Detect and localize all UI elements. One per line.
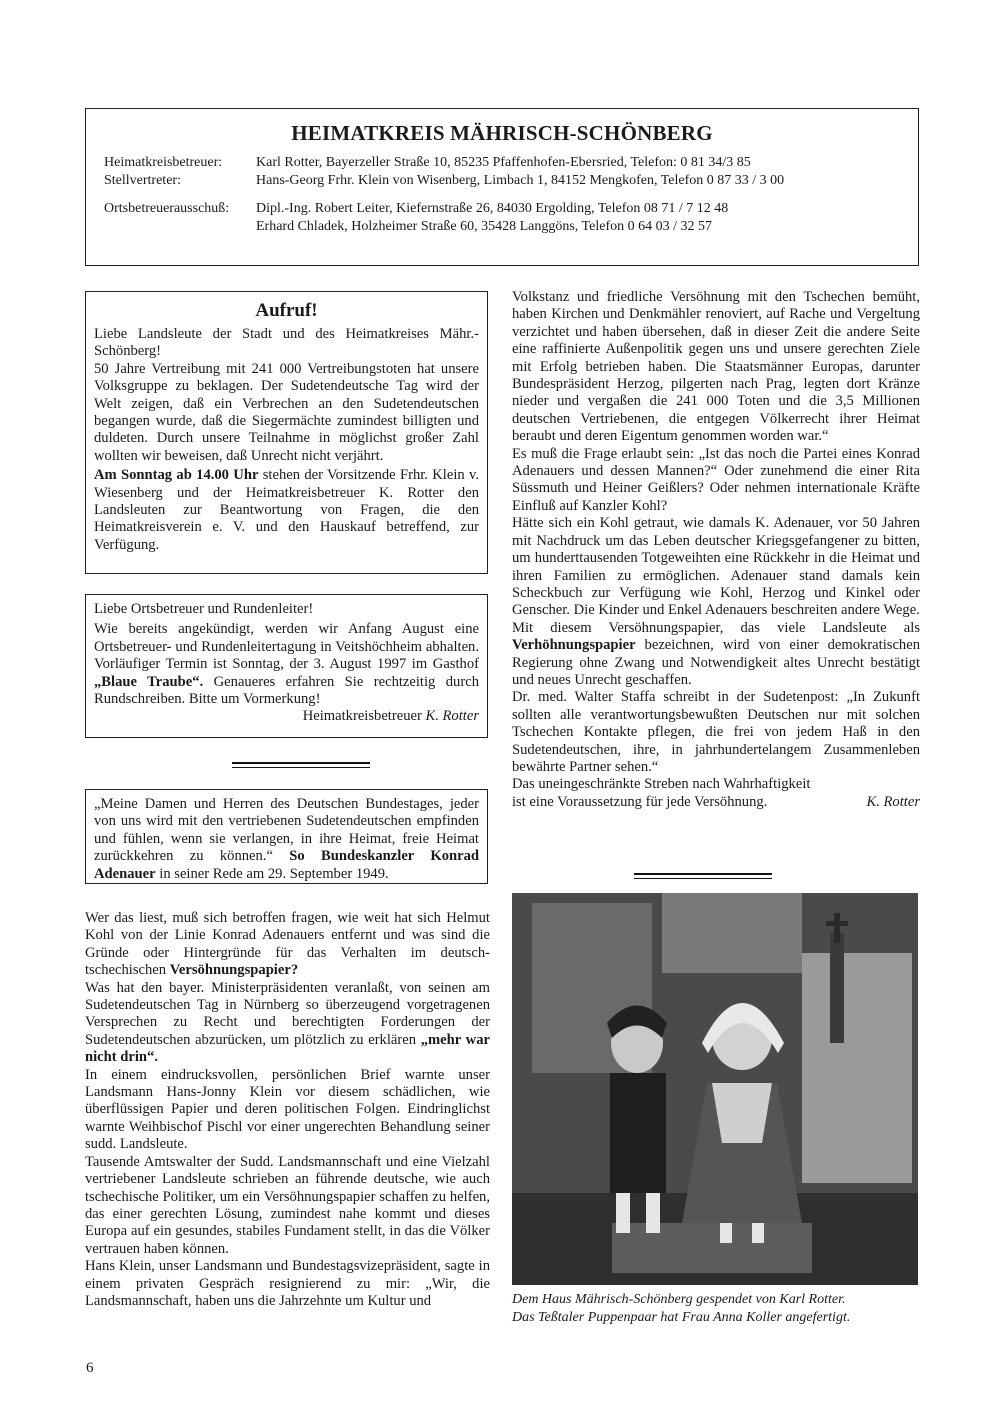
header-value: Dipl.-Ing. Robert Leiter, Kiefernstraße 26, 84030 Ergolding, Telefon 08 71 / 7 12 48 bbox=[256, 201, 729, 216]
header-row bbox=[104, 218, 900, 236]
ortsbetreuer-text: Genaueres erfahren Sie rechtzeitig durch Rundschreiben. Bitte um Vormerkung! bbox=[94, 673, 479, 708]
separator-rule bbox=[634, 873, 772, 879]
article-paragraph: Hätte sich ein Kohl getraut, wie damals K. Adenauer, vor 50 Jahren mit Nachdruck um das Leben deutscher Kriegsgefangener zu bitten, um hunderttausenden Totgeweihten eine Rückkehr in die Heimat und ihren Familien zu ermöglichen. Adenauer stand damals kein Scheckbuch zur Verfügung wie Kohl, Herzog und Kinkel oder Genscher. Die Kinder und Enkel Adenauers beschreiten andere Wege. bbox=[512, 515, 920, 619]
aufruf-box bbox=[85, 291, 488, 574]
doll-photo-illustration bbox=[512, 893, 918, 1285]
header-title: HEIMATKREIS MÄHRISCH-SCHÖNBERG bbox=[291, 121, 713, 145]
ortsbetreuer-text: Wie bereits angekündigt, werden wir Anfang August eine Ortsbetreuer- und Rundenleitertagung in Veitshöchheim abhalten. Vorläufiger Termin ist Sonntag, der 3. August 1997 im Gasthof bbox=[94, 621, 479, 673]
heimatkreis-header bbox=[85, 108, 919, 266]
signature-role: Heimatkreisbetreuer bbox=[302, 708, 426, 725]
photo-caption bbox=[512, 1291, 922, 1327]
header-row bbox=[104, 172, 900, 190]
ortsbetreuer-signature bbox=[94, 708, 479, 725]
aufruf-paragraph: 50 Jahre Vertreibung mit 241 000 Vertreibungstoten hat unsere Volksgruppe zu beklagen. Der Sudetendeutsche Tag wird der Welt zeigen, daß ein Verbrechen an den Sudetendeutschen begangen wurde, daß die Siegermächte zumindest billigten und duldeten. Durch unsere Teilnahme in möglichst großer Zahl wollten wir beweisen, daß Unrecht nicht verjährt. bbox=[94, 360, 479, 464]
header-value: Karl Rotter, Bayerzeller Straße 10, 85235 Pfaffenhofen-Ebersried, Telefon: 0 81 34/3 85 bbox=[256, 155, 751, 170]
article-paragraph: Volkstanz und friedliche Versöhnung mit den Tschechen bemüht, haben Kirchen und Denkmähler renoviert, auf Rache und Vergeltung verzichtet und haben übersehen, daß in dieser Zeit die andere Seite eine raffinierte Außenpolitik gegen uns und unsere gerechten Ziele mit Erfolg betrieben haben. Die Staatsmänner Europas, darunter Bundespräsident Herzog, pilgerten nach Prag, legten dort Kränze nieder und vergaßen die 241 000 Toten und die 3,5 Millionen deutschen Vertriebenen, die entgegen Völkerrecht ihrer Heimat beraubt und deren Eigentum genommen worden war.“ bbox=[512, 289, 920, 445]
separator-rule bbox=[232, 762, 370, 768]
header-row bbox=[104, 154, 900, 172]
article-paragraph bbox=[85, 910, 490, 980]
header-label: Stellvertreter: bbox=[104, 173, 181, 188]
adenauer-quote-box bbox=[85, 789, 488, 884]
ortsbetreuer-box bbox=[85, 594, 488, 738]
header-row bbox=[104, 200, 900, 218]
caption-line: Dem Haus Mährisch-Schönberg gespendet von Karl Rotter. bbox=[512, 1292, 846, 1307]
gasthof-name: „Blaue Traube“. bbox=[94, 673, 204, 690]
article-paragraph: In einem eindrucksvollen, persönlichen Brief warnte unser Landsmann Hans-Jonny Klein vor diesem schädlichen, wie überflüssigen Papier und deren politischen Folgen. Eindringlichst warnte Weihbischof Pischl vor einer ungerechten Behandlung seiner sudd. Landsleute. bbox=[85, 1066, 490, 1153]
article-paragraph: Es muß die Frage erlaubt sein: „Ist das noch die Partei eines Konrad Adenauers und dessen Mannen?“ Oder zunehmend die einer Rita Süssmuth und Heiner Geißlers? Oder nehmen internationale Kräfte Einfluß auf Kanzler Kohl? bbox=[512, 445, 920, 514]
header-label bbox=[104, 218, 256, 236]
article-paragraph bbox=[512, 620, 920, 690]
aufruf-text: stehen der Vorsitzende Frhr. Klein v. Wiesenberg und der Heimatkreisbetreuer K. Rotter den Landsleuten zur Beantwortung von Fragen, die den Heimatkreisverein e. V. und den Hauskauf betreffend, zur Verfügung. bbox=[94, 467, 479, 553]
article-paragraph: Hans Klein, unser Landsmann und Bundestagsvizepräsident, sagte in einem privaten Gespräch resignierend zu mir: „Wir, die Landsmannschaft, haben uns die Jahrzehnte um Kultur und bbox=[85, 1258, 490, 1309]
quote-source: in seiner Rede am 29. September 1949. bbox=[155, 865, 389, 882]
article-closing bbox=[512, 776, 920, 811]
doll-photo bbox=[512, 893, 918, 1285]
aufruf-title: Aufruf! bbox=[255, 300, 318, 321]
aufruf-time: Am Sonntag ab 14.00 Uhr bbox=[94, 467, 259, 484]
article-text: Das uneingeschränkte Streben nach Wahrhaftigkeit ist eine Voraussetzung für jede Versöhnung. bbox=[512, 776, 811, 810]
article-text: Mit diesem Versöhnungspapier, das viele Landsleute als bbox=[512, 619, 920, 636]
article-paragraph: Tausende Amtswalter der Sudd. Landsmannschaft und eine Vielzahl vertriebener Landsleute schrieben an führende deutsche, wie auch tschechische Politiker, um ein Versöhnungspapier schaffen zu helfen, das einer gerechten Lösung, zumindest nahe kommt und dieses Europa auf ein gesundes, stabiles Fundament stellt, in das die Völker vertrauen haben können. bbox=[85, 1153, 490, 1257]
aufruf-paragraph bbox=[94, 467, 479, 554]
article-paragraph: Dr. med. Walter Staffa schreibt in der Sudetenpost: „In Zukunft sollten alle verantwortungsbewußten Deutschen nur mit solchen Tschechen Kontakte pflegen, die frei von jedem Haß in den Sudetendeutschen, ihre, in jahrhundertelangem Zusammenleben bewährte Partner sehen.“ bbox=[512, 689, 920, 775]
page-number: 6 bbox=[86, 1360, 94, 1376]
aufruf-greeting: Liebe Landsleute der Stadt und des Heimatkreises Mähr.-Schönberg! bbox=[94, 326, 479, 360]
article-emphasis: Versöhnungspapier? bbox=[169, 962, 299, 979]
article-emphasis: „mehr war nicht drin“. bbox=[85, 1031, 490, 1066]
header-label: Ortsbetreuerausschuß: bbox=[104, 201, 230, 216]
article-text: Was hat den bayer. Ministerpräsidenten veranlaßt, von seinen am Sudetendeutschen Tag in Nürnberg so überzeugend vorgetragenen Versprechen zu Recht und berechtigten Forderungen der Sudetendeutschen abzurücken, um plötzlich zu erklären bbox=[85, 979, 490, 1048]
quote-attribution: So Bundeskanzler Konrad Adenauer bbox=[94, 848, 480, 882]
ortsbetreuer-paragraph bbox=[94, 621, 479, 708]
article-paragraph bbox=[85, 980, 490, 1067]
caption-line: Das Teßtaler Puppenpaar hat Frau Anna Koller angefertigt. bbox=[512, 1310, 851, 1325]
quote-body: „Meine Damen und Herren des Deutschen Bundestages, jeder von uns wird mit den vertriebenen Sudetendeutschen empfinden und fühlen, wenn sie verlangen, in ihre Heimat, freie Heimat zurückkehren zu können.“ bbox=[94, 796, 479, 865]
article-text: bezeichnen, wird von einer demokratischen Regierung ohne Zwang und Notwendigkeit altes Unrecht bestätigt und neues Unrecht geschaffen. bbox=[512, 637, 920, 688]
header-label: Heimatkreisbetreuer: bbox=[104, 155, 223, 170]
article-signature: K. Rotter bbox=[866, 793, 920, 810]
left-article bbox=[85, 910, 490, 1310]
signature-name: K. Rotter bbox=[425, 708, 479, 725]
article-text: Wer das liest, muß sich betroffen fragen, wie weit hat sich Helmut Kohl von der Linie Konrad Adenauers entfernt und was sind die Gründe oder Hintergründe für das Verhalten im deutsch-tschechischen bbox=[85, 910, 490, 979]
ortsbetreuer-greeting: Liebe Ortsbetreuer und Rundenleiter! bbox=[94, 601, 314, 617]
article-emphasis: Verhöhnungspapier bbox=[512, 637, 636, 654]
quote-text bbox=[94, 796, 479, 883]
right-article bbox=[512, 289, 920, 811]
header-value: Erhard Chladek, Holzheimer Straße 60, 35428 Langgöns, Telefon 0 64 03 / 32 57 bbox=[256, 219, 712, 234]
header-value: Hans-Georg Frhr. Klein von Wisenberg, Limbach 1, 84152 Mengkofen, Telefon 0 87 33 / 3 00 bbox=[256, 173, 785, 188]
